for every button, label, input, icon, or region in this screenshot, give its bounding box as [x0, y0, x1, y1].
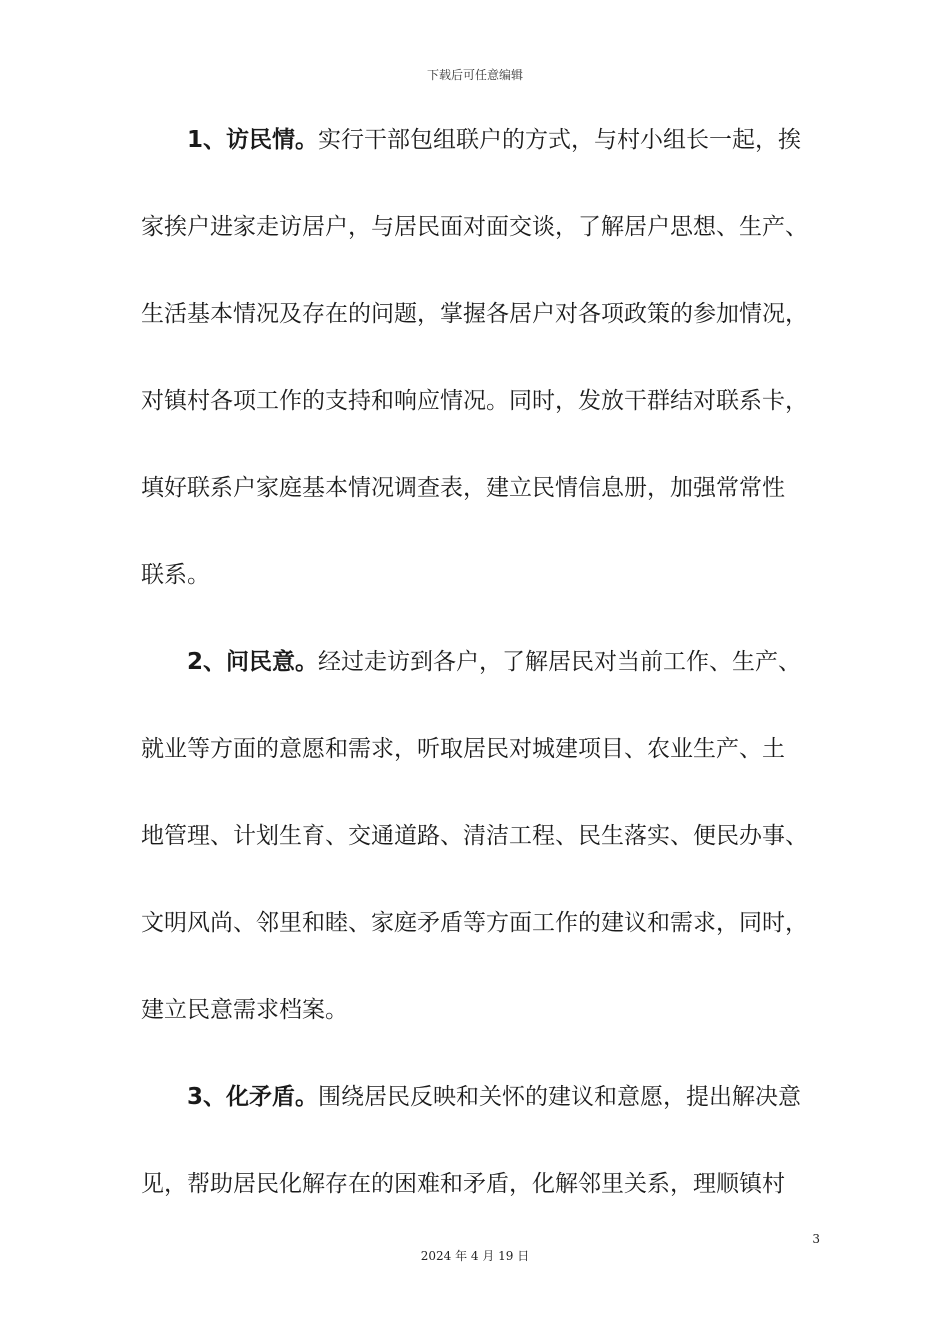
- paragraph-2-heading: 2、问民意。: [187, 649, 319, 675]
- paragraph-2-line-4: 文明风尚、邻里和睦、家庭矛盾等方面工作的建议和需求，同时，: [141, 910, 808, 936]
- paragraph-1-heading: 1、访民情。: [187, 127, 319, 153]
- paragraph-2-line-5: 建立民意需求档案。: [141, 997, 348, 1023]
- paragraph-2-line-1: [141, 640, 829, 727]
- body-text: [141, 118, 829, 1249]
- paragraph-2-text: 经过走访到各户，了解居民对当前工作、生产、: [318, 649, 802, 675]
- paragraph-1-line-1: [141, 118, 829, 205]
- page-number: 3: [812, 1232, 820, 1246]
- paragraph-1-line-6: 联系。: [141, 562, 210, 588]
- header-note: 下载后可任意编辑: [426, 68, 523, 82]
- paragraph-2-line-2: 就业等方面的意愿和需求，听取居民对城建项目、农业生产、土: [141, 736, 785, 762]
- paragraph-3-text: 围绕居民反映和关怀的建议和意愿，提出解决意: [318, 1084, 802, 1110]
- paragraph-3-line-1: [141, 1075, 829, 1162]
- paragraph-3-heading: 3、化矛盾。: [187, 1084, 319, 1110]
- paragraph-1-line-3: 生活基本情况及存在的问题，掌握各居户对各项政策的参加情况，: [141, 301, 808, 327]
- paragraph-3-line-2: 见，帮助居民化解存在的困难和矛盾，化解邻里关系，理顺镇村: [141, 1171, 785, 1197]
- paragraph-1-line-4: 对镇村各项工作的支持和响应情况。同时，发放干群结对联系卡，: [141, 388, 808, 414]
- paragraph-1-text: 实行干部包组联户的方式，与村小组长一起，挨: [318, 127, 802, 153]
- paragraph-2-line-3: 地管理、计划生育、交通道路、清洁工程、民生落实、便民办事、: [141, 823, 808, 849]
- paragraph-1-line-5: 填好联系户家庭基本情况调查表，建立民情信息册，加强常常性: [141, 475, 785, 501]
- paragraph-1-line-2: 家挨户进家走访居户，与居民面对面交谈，了解居户思想、生产、: [141, 214, 808, 240]
- footer-date: 2024 年 4 月 19 日: [420, 1249, 530, 1263]
